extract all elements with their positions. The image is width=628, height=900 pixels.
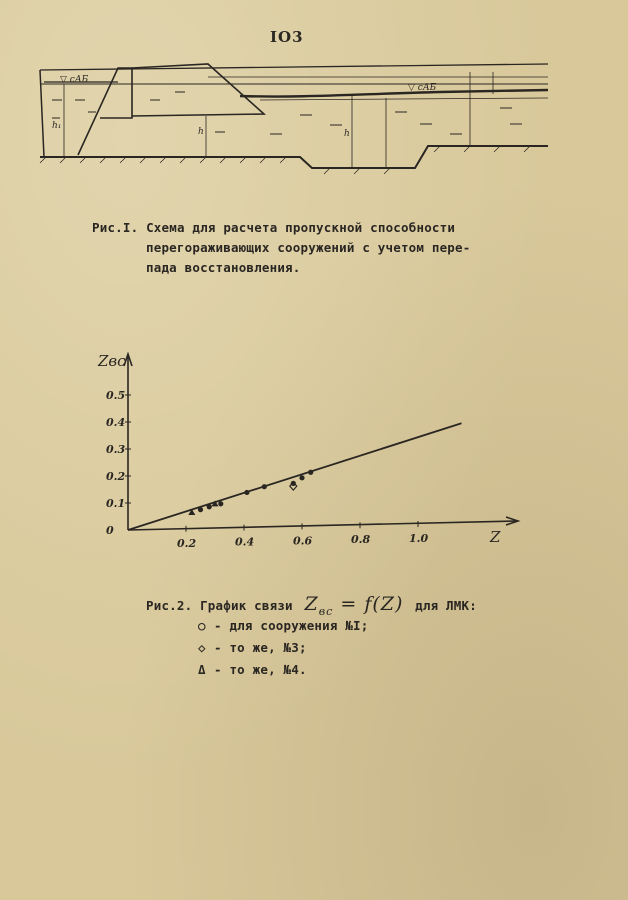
right-level-label: ▽ сАБ [408, 83, 437, 93]
formula-eq: = f(Z) [340, 593, 404, 615]
data-point-circle [198, 507, 203, 512]
y-tick-label: 0.2 [106, 470, 126, 483]
x-tick-label: 0.4 [235, 535, 255, 549]
formula-sub: вс [318, 604, 334, 618]
data-point-circle [207, 504, 212, 509]
formula-left: Z [304, 593, 319, 615]
figure2-caption-suffix: для ЛМК: [415, 598, 477, 613]
figure2-caption [146, 594, 526, 682]
data-point-circle [308, 470, 313, 475]
circle-marker-icon: ○ [198, 618, 206, 633]
x-tick-label: 0.6 [293, 534, 313, 548]
legend-text: - то же, №3; [214, 640, 307, 655]
x-tick-label: 0.8 [351, 533, 371, 547]
legend-text: - то же, №4. [214, 662, 307, 677]
figure1-caption-line1: Рис.I. Схема для расчета пропускной способности [92, 220, 456, 235]
legend-text: - для сооружения №I; [214, 618, 369, 633]
legend-item [146, 660, 526, 682]
trend-line [128, 423, 462, 530]
x-axis-label: Z [490, 528, 501, 546]
diamond-marker-icon: ◇ [198, 640, 206, 655]
y-tick-label: 0 [106, 524, 114, 537]
y-axis-label: Zвс [98, 352, 126, 370]
figure1-caption-line2: перегораживающих сооружений с учетом пере- [146, 240, 471, 255]
data-point-circle [244, 490, 249, 495]
y-tick-label: 0.4 [106, 416, 126, 429]
left-level-label: ▽ сАБ [60, 75, 89, 85]
y-tick-label: 0.1 [106, 497, 126, 510]
triangle-marker-icon: Δ [198, 662, 206, 677]
h1-label: h₁ [52, 121, 62, 131]
x-tick-label: 0.2 [177, 536, 197, 550]
figure2-caption-prefix: Рис.2. График связи [146, 598, 293, 613]
data-point-circle [218, 501, 223, 506]
data-point-circle [262, 484, 267, 489]
h3-label: h [344, 129, 350, 139]
data-point-circle [299, 475, 304, 480]
page-number: IO3 [270, 28, 304, 46]
figure2-formula [301, 593, 408, 618]
x-tick-label: 1.0 [409, 532, 429, 546]
y-tick-label: 0.3 [106, 443, 126, 456]
legend-item [146, 616, 526, 638]
legend-item [146, 638, 526, 660]
h2-label: h [198, 127, 204, 137]
y-tick-label: 0.5 [106, 389, 126, 402]
figure1-caption-line3: пада восстановления. [146, 260, 301, 275]
figure2-caption-title [146, 594, 526, 616]
